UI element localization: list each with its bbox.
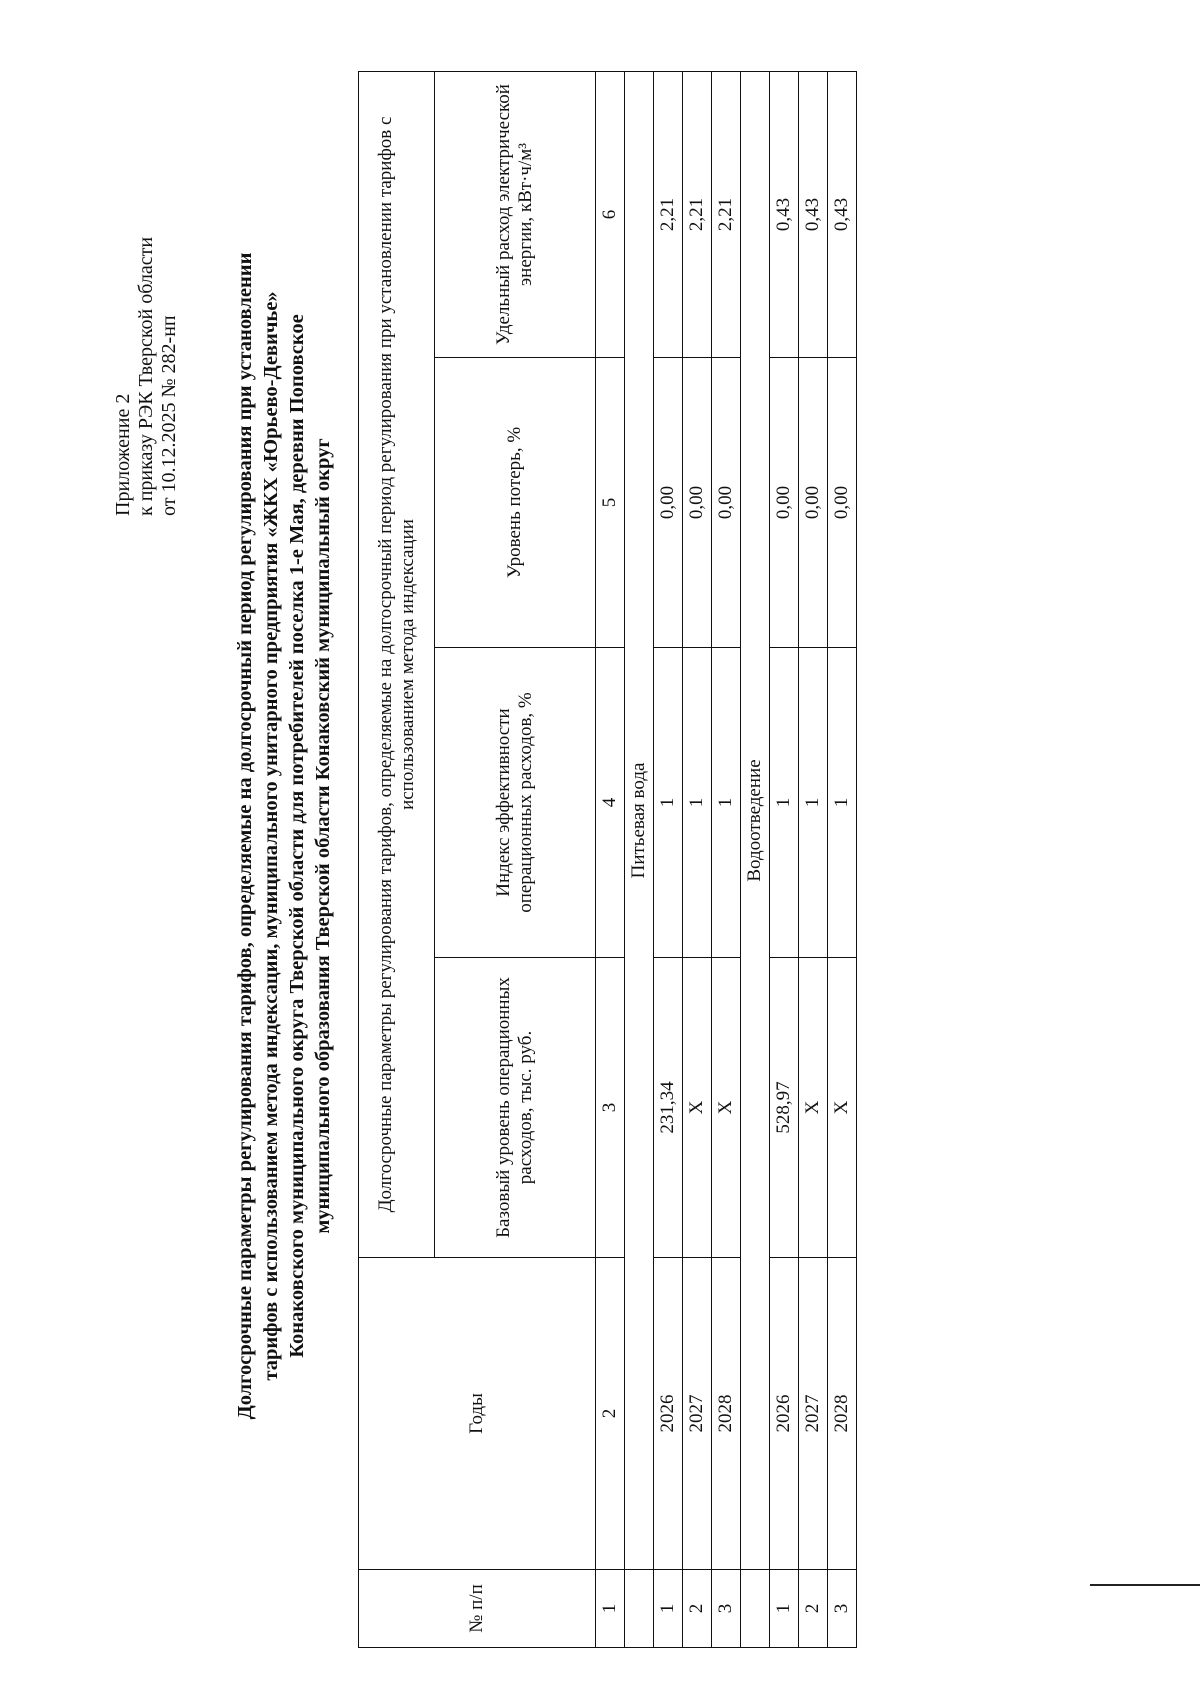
column-number: 2 — [596, 1258, 625, 1570]
header-years: Годы — [359, 1258, 596, 1570]
row-year: 2028 — [712, 1258, 741, 1570]
row-year: 2026 — [770, 1258, 799, 1570]
row-efficiency-index: 1 — [799, 648, 828, 958]
row-base-level: X — [799, 958, 828, 1258]
title-line-4: муниципального образования Тверской области Конаковский муниципальный округ — [312, 438, 334, 1234]
row-number: 2 — [799, 1570, 828, 1648]
row-energy: 2,21 — [683, 71, 712, 357]
row-energy: 2,21 — [654, 71, 683, 357]
document-title — [232, 116, 336, 1556]
title-line-3: Конаковского муниципального округа Тверской области для потребителей поселка 1-е Мая, деревни Поповское — [286, 314, 308, 1358]
table-row — [683, 71, 712, 1647]
row-number: 1 — [654, 1570, 683, 1648]
row-year: 2027 — [683, 1258, 712, 1570]
row-year: 2027 — [799, 1258, 828, 1570]
table-row — [654, 71, 683, 1647]
row-year: 2026 — [654, 1258, 683, 1570]
header-efficiency-index: Индекс эффективности операционных расходов, % — [435, 648, 596, 958]
row-efficiency-index: 1 — [654, 648, 683, 958]
row-year: 2028 — [828, 1258, 857, 1570]
row-base-level: X — [828, 958, 857, 1258]
table-row — [712, 71, 741, 1647]
appendix-line-3: от 10.12.2025 № 282-нп — [158, 315, 180, 516]
row-number: 1 — [770, 1570, 799, 1648]
row-losses: 0,00 — [712, 358, 741, 648]
table-row — [799, 71, 828, 1647]
table-row — [828, 71, 857, 1647]
row-efficiency-index: 1 — [683, 648, 712, 958]
header-losses: Уровень потерь, % — [435, 358, 596, 648]
column-number: 1 — [596, 1570, 625, 1648]
header-base-level: Базовый уровень операционных расходов, тыс. руб. — [435, 958, 596, 1258]
row-energy: 0,43 — [828, 71, 857, 357]
row-losses: 0,00 — [683, 358, 712, 648]
header-group: Долгосрочные параметры регулирования тарифов, определяемые на долгосрочный период регулирования при установлении тарифов с использованием метода индексации — [359, 71, 435, 1257]
section-title: Питьевая вода — [625, 71, 654, 1569]
row-losses: 0,00 — [799, 358, 828, 648]
row-base-level: 231,34 — [654, 958, 683, 1258]
section-row — [625, 71, 654, 1647]
appendix-line-1: Приложение 2 — [112, 393, 134, 516]
row-energy: 0,43 — [799, 71, 828, 357]
row-base-level: X — [683, 958, 712, 1258]
scan-artifact-line — [1090, 1584, 1200, 1586]
row-losses: 0,00 — [654, 358, 683, 648]
row-losses: 0,00 — [770, 358, 799, 648]
header-number: № п/п — [359, 1570, 596, 1648]
row-efficiency-index: 1 — [712, 648, 741, 958]
parameters-table — [358, 71, 857, 1648]
row-efficiency-index: 1 — [770, 648, 799, 958]
title-line-2: тарифов с использованием метода индексации, муниципального унитарного предприятия «ЖКХ «Юрьево-Девичье» — [260, 291, 282, 1381]
row-efficiency-index: 1 — [828, 648, 857, 958]
column-number: 6 — [596, 71, 625, 357]
column-number: 5 — [596, 358, 625, 648]
header-energy: Удельный расход электрической энергии, кВт·ч/м³ — [435, 71, 596, 357]
title-line-1: Долгосрочные параметры регулирования тарифов, определяемые на долгосрочный период регулирования при установлении — [234, 252, 256, 1420]
appendix-line-2: к приказу РЭК Тверской области — [135, 236, 157, 516]
appendix-reference — [112, 96, 181, 516]
row-losses: 0,00 — [828, 358, 857, 648]
table-row — [770, 71, 799, 1647]
section-title: Водоотведение — [741, 71, 770, 1569]
column-numbers-row — [596, 71, 625, 1647]
column-number: 3 — [596, 958, 625, 1258]
row-base-level: X — [712, 958, 741, 1258]
column-number: 4 — [596, 648, 625, 958]
row-number: 3 — [712, 1570, 741, 1648]
row-number: 3 — [828, 1570, 857, 1648]
row-energy: 2,21 — [712, 71, 741, 357]
row-energy: 0,43 — [770, 71, 799, 357]
section-row — [741, 71, 770, 1647]
row-number: 2 — [683, 1570, 712, 1648]
row-base-level: 528,97 — [770, 958, 799, 1258]
